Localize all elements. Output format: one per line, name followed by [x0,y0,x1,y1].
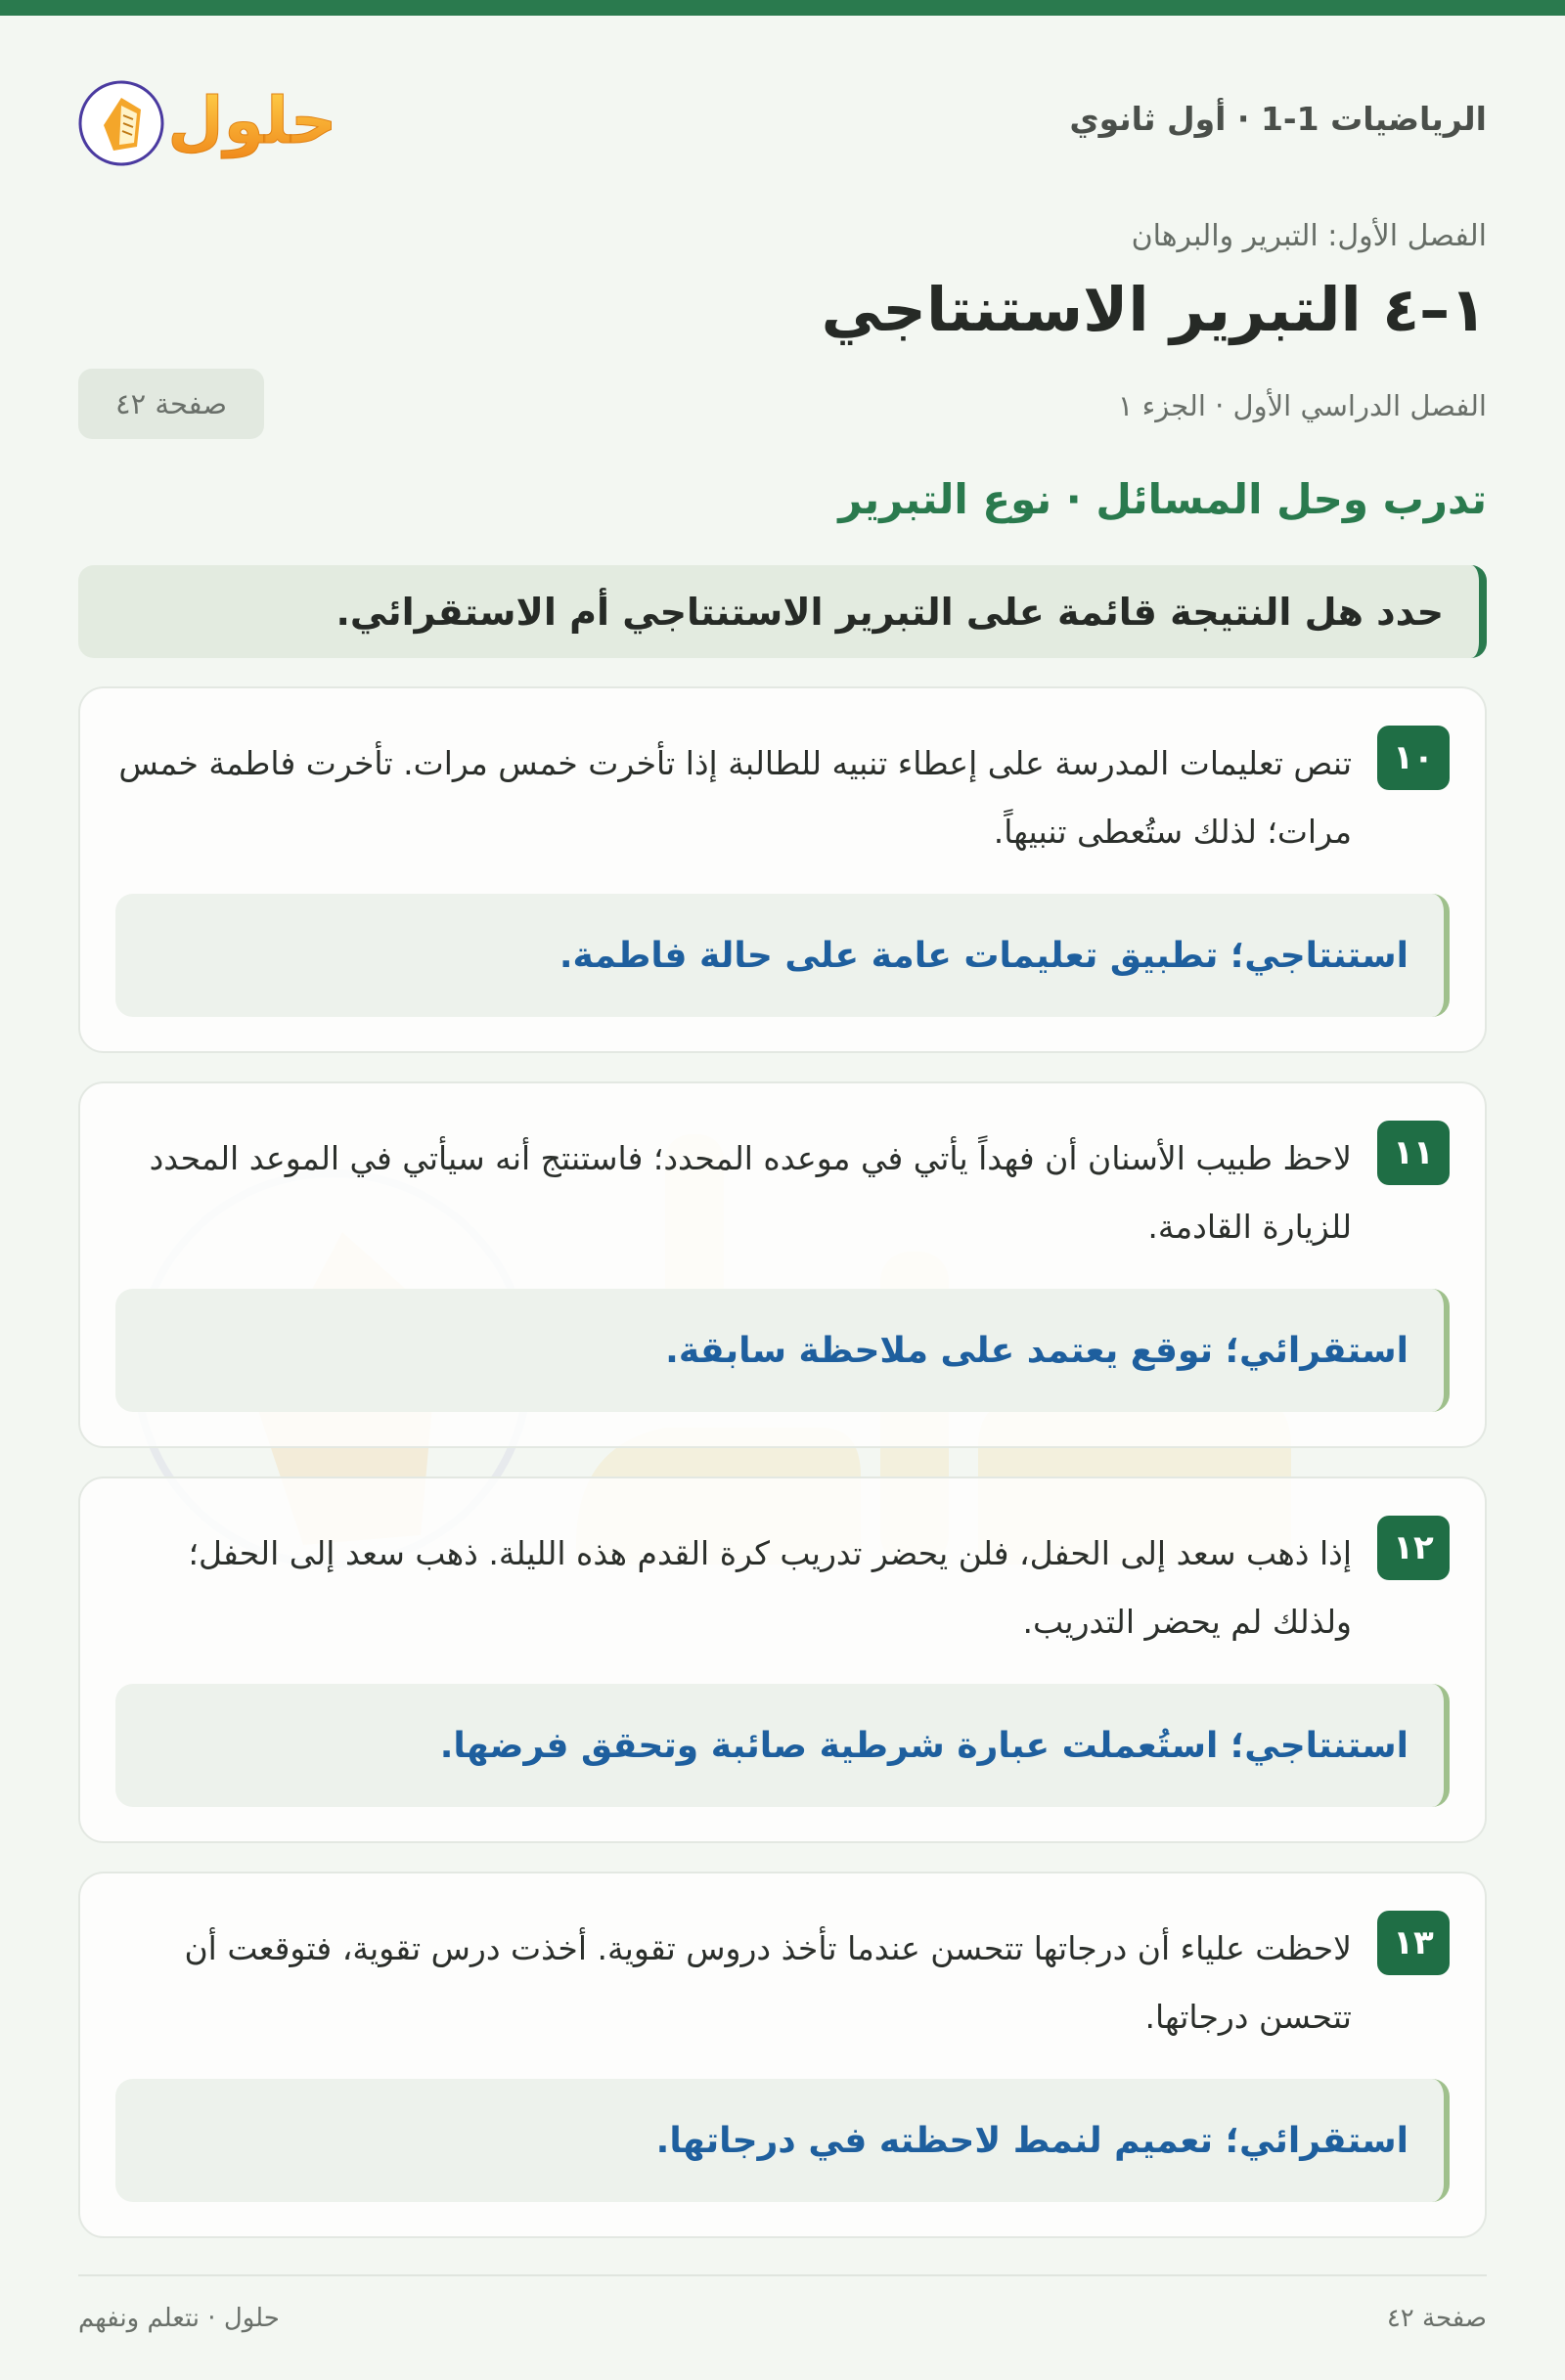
page-header [78,59,1487,186]
chapter-label: الفصل الأول: التبرير والبرهان [1131,219,1487,253]
problem-card-10 [78,686,1487,1053]
footer-divider [78,2274,1487,2276]
lesson-title: ١–٤ التبرير الاستنتاجي [821,274,1487,345]
answer-text: استنتاجي؛ استُعملت عبارة شرطية صائبة وتحقق فرضها. [439,1725,1408,1766]
answer-text: استقرائي؛ تعميم لنمط لاحظته في درجاتها. [655,2120,1408,2161]
problem-text: تنص تعليمات المدرسة على إعطاء تنبيه للطالبة إذا تأخرت خمس مرات. تأخرت فاطمة خمس مرات؛ لذلك ستُعطى تنبيهاً. [118,744,1352,851]
answer-box [115,2079,1450,2202]
footer-brand: حلول · نتعلم ونفهم [78,2304,280,2333]
problem-text: لاحظت علياء أن درجاتها تتحسن عندما تأخذ دروس تقوية. أخذت درس تقوية، فتوقعت أن تتحسن درجاتها. [184,1929,1352,2036]
course-title: الرياضيات 1-1 · أول ثانوي [1069,100,1487,138]
problem-number: ١٢ [1377,1516,1450,1580]
problem-card-12 [78,1476,1487,1843]
semester-label: الفصل الدراسي الأول · الجزء ١ [1117,389,1487,422]
problem-card-11 [78,1081,1487,1448]
section-title: تدرب وحل المسائل · نوع التبرير [838,475,1487,523]
footer-page-number: صفحة ٤٢ [1386,2304,1487,2333]
answer-box [115,1289,1450,1412]
top-accent-bar [0,0,1565,16]
answer-text: استقرائي؛ توقع يعتمد على ملاحظة سابقة. [665,1330,1408,1371]
answer-box [115,1684,1450,1807]
problem-card-13 [78,1872,1487,2238]
problem-number: ١٠ [1377,726,1450,790]
instruction-box [78,565,1487,658]
answer-box [115,894,1450,1017]
problem-number: ١٣ [1377,1911,1450,1975]
answer-text: استنتاجي؛ تطبيق تعليمات عامة على حالة فاطمة. [559,935,1408,976]
logo-wordmark: حلول [167,83,337,158]
hulul-logo[interactable] [78,66,352,174]
problem-text: إذا ذهب سعد إلى الحفل، فلن يحضر تدريب كرة القدم هذه الليلة. ذهب سعد إلى الحفل؛ ولذلك لم يحضر التدريب. [188,1534,1352,1641]
problem-text: لاحظ طبيب الأسنان أن فهداً يأتي في موعده المحدد؛ فاستنتج أنه سيأتي في الموعد المحدد للزيارة القادمة. [149,1139,1352,1246]
problem-number: ١١ [1377,1121,1450,1185]
instruction-text: حدد هل النتيجة قائمة على التبرير الاستنتاجي أم الاستقرائي. [335,590,1444,634]
page-number-badge: صفحة ٤٢ [78,369,264,439]
